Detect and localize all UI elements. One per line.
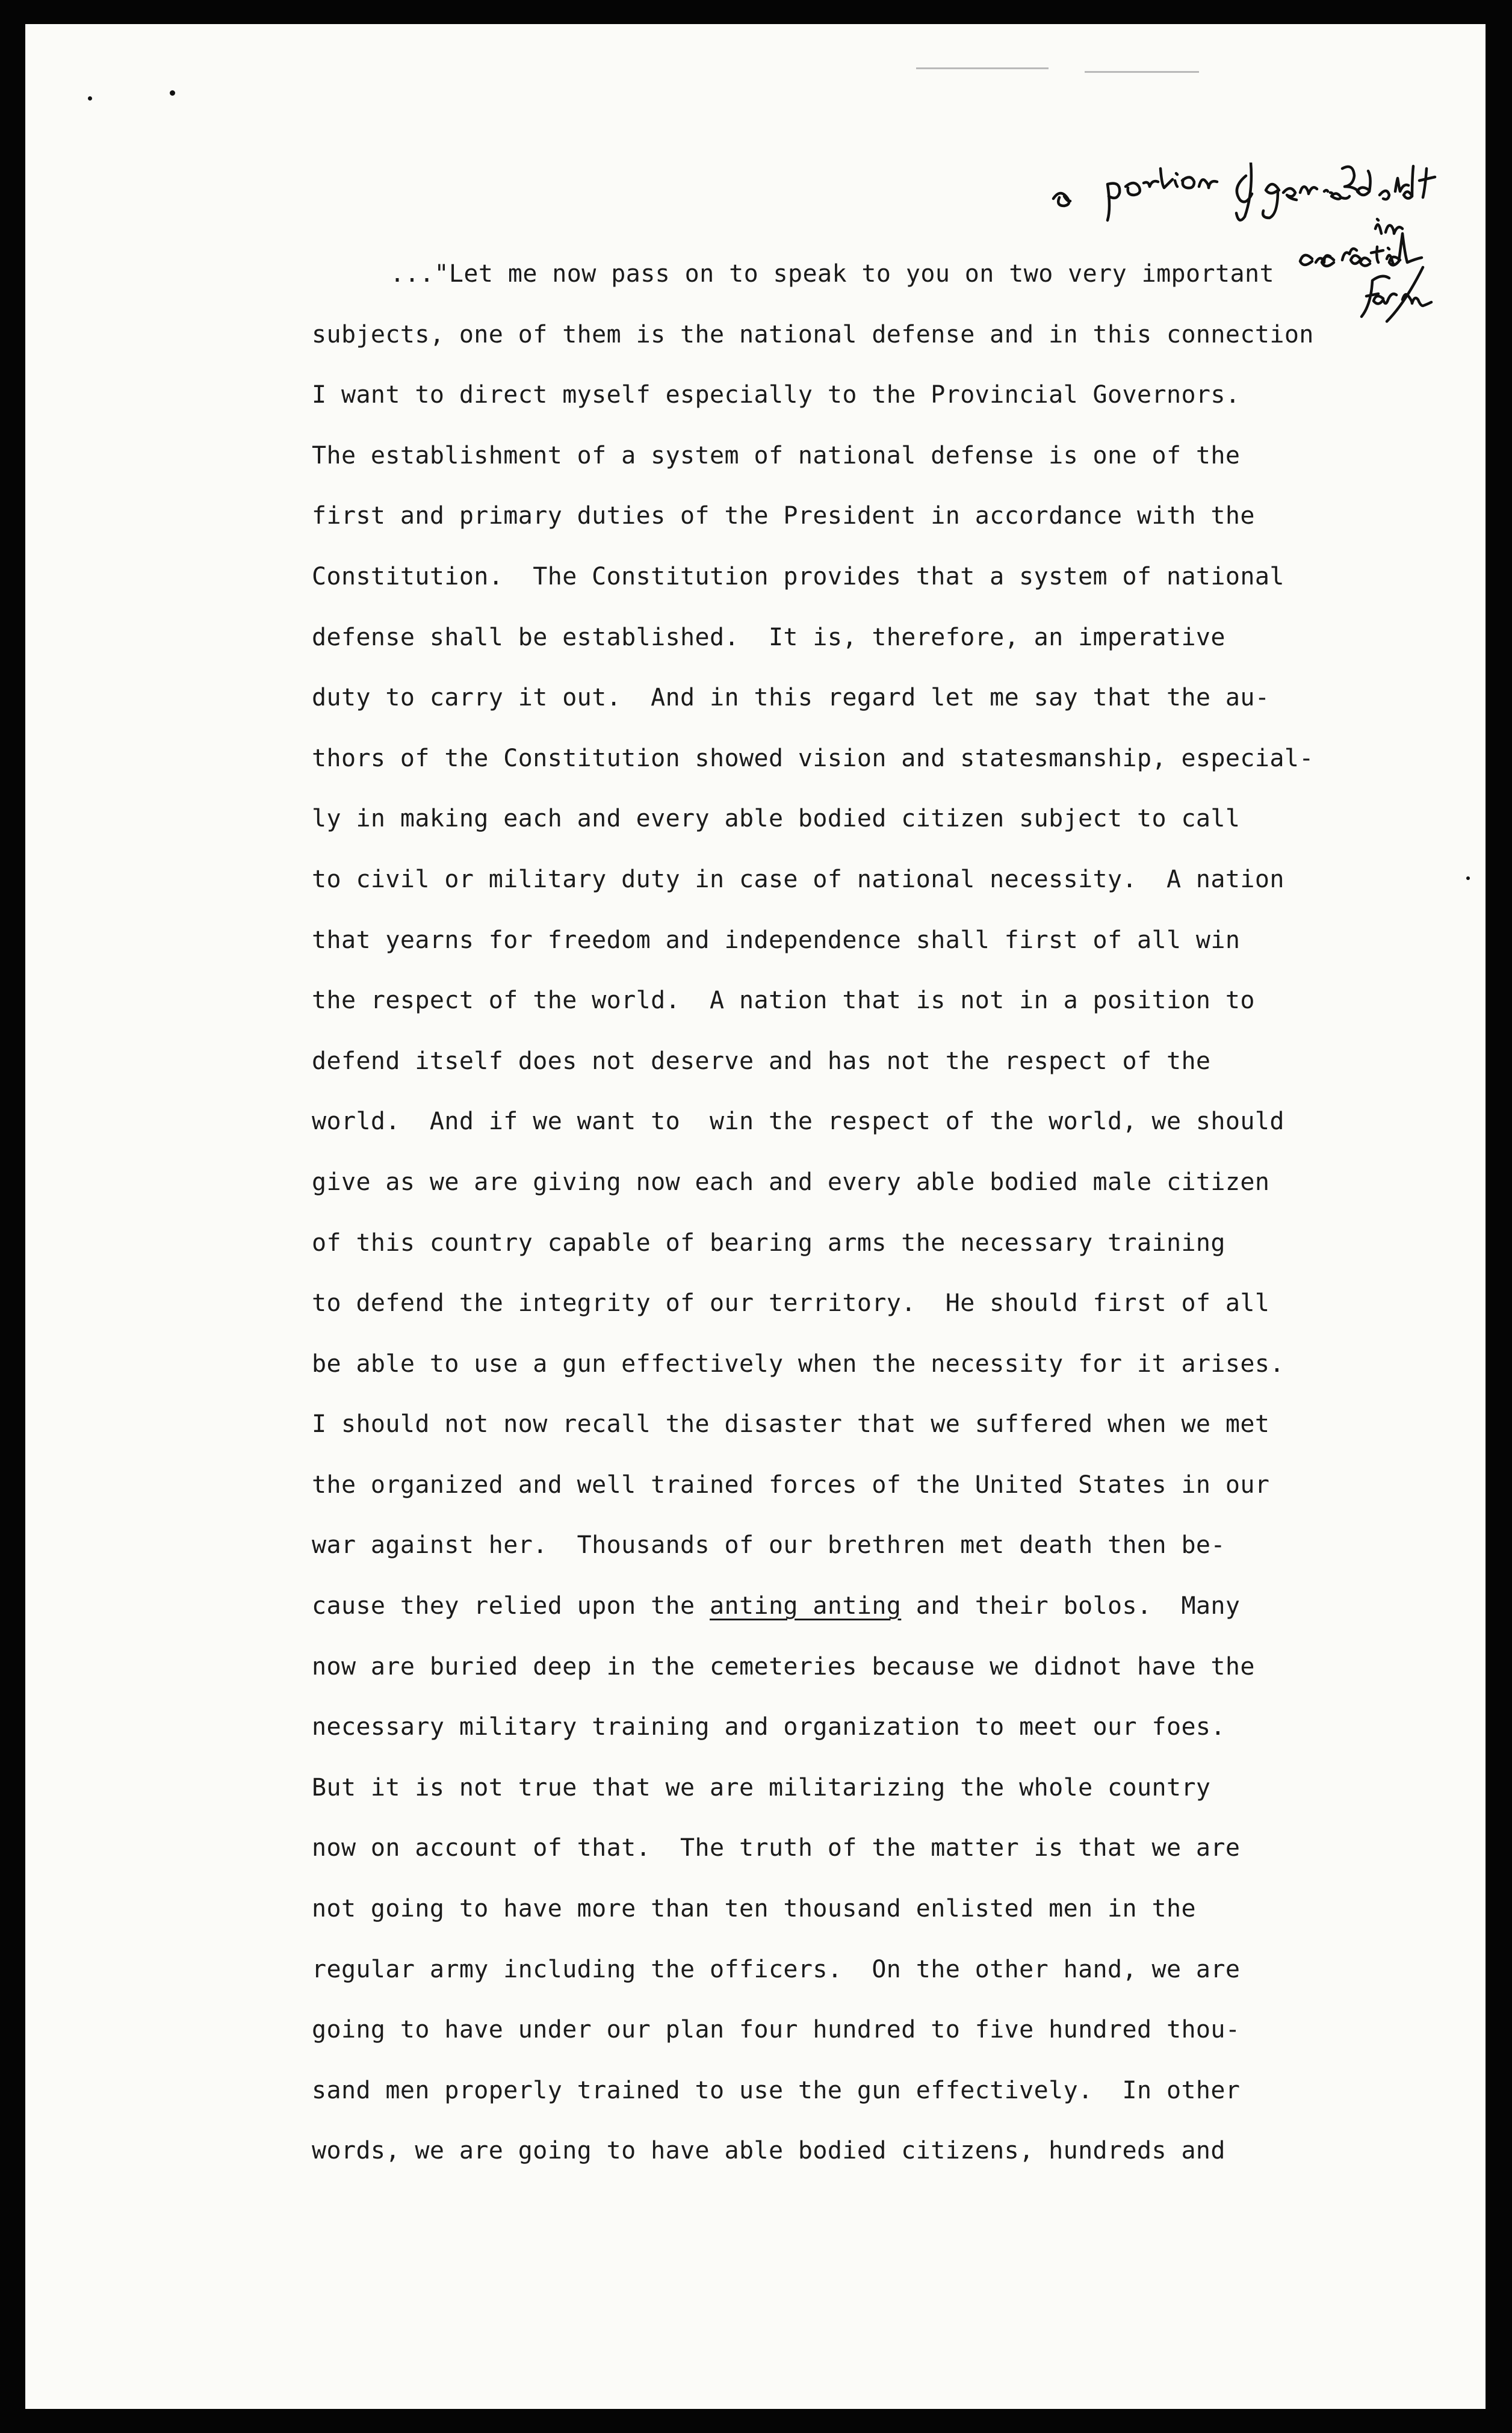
text-line: to civil or military duty in case of national necessity. A nation [312,865,1284,893]
margin-speck [1466,876,1470,880]
text-line: going to have under our plan four hundred to five hundred thou- [312,2016,1241,2044]
underlined-phrase: anting anting [710,1592,902,1620]
text-line [312,1576,1377,1637]
text-line: I should not now recall the disaster that we suffered when we met [312,1410,1270,1439]
text-line: war against her. Thousands of our brethren met death then be- [312,1531,1225,1560]
text-line: give as we are giving now each and every able bodied male citizen [312,1168,1270,1196]
text-line: the organized and well trained forces of the United States in our [312,1471,1270,1499]
text-line: duty to carry it out. And in this regard let me say that the au- [312,684,1270,712]
text-line: defend itself does not deserve and has not the respect of the [312,1047,1211,1075]
text-line: of this country capable of bearing arms the necessary training [312,1229,1225,1257]
faint-mark [916,67,1049,69]
text-line: The establishment of a system of national defense is one of the [312,441,1241,470]
text-line: words, we are going to have able bodied citizens, hundreds and [312,2137,1225,2165]
text-line: thors of the Constitution showed vision and statesmanship, especial- [312,744,1314,772]
text-segment: cause they relied upon the [312,1592,710,1620]
text-line: Constitution. The Constitution provides that a system of national [312,562,1284,590]
text-segment: and their bolos. Many [901,1592,1241,1620]
text-line: I want to direct myself especially to the Provincial Governors. [312,381,1241,409]
text-line: world. And if we want to win the respect of the world, we should [312,1108,1284,1136]
margin-speck [170,90,175,96]
text-line: that yearns for freedom and independence shall first of all win [312,926,1241,954]
text-line: to defend the integrity of our territory. He should first of all [312,1289,1270,1318]
text-line: now on account of that. The truth of the matter is that we are [312,1834,1241,1862]
text-line: But it is not true that we are militarizing the whole country [312,1773,1211,1802]
margin-speck [88,96,92,101]
text-line: subjects, one of them is the national defense and in this connection [312,320,1314,349]
text-line: the respect of the world. A nation that is not in a position to [312,987,1255,1015]
text-line: be able to use a gun effectively when the necessity for it arises. [312,1350,1284,1378]
text-line: ly in making each and every able bodied citizen subject to call [312,805,1241,833]
text-line: sand men properly trained to use the gun effectively. In other [312,2076,1241,2104]
text-line: regular army including the officers. On the other hand, we are [312,1955,1241,1983]
typed-speech-text [312,244,1377,2181]
text-line: necessary military training and organization to meet our foes. [312,1713,1225,1741]
text-line: defense shall be established. It is, therefore, an imperative [312,623,1225,651]
text-line: now are buried deep in the cemeteries because we didnot have the [312,1652,1255,1681]
faint-mark [1085,71,1199,73]
text-line: first and primary duties of the President in accordance with the [312,502,1255,530]
text-line: ..."Let me now pass on to speak to you on two very important [390,260,1274,288]
text-line: not going to have more than ten thousand enlisted men in the [312,1895,1196,1923]
